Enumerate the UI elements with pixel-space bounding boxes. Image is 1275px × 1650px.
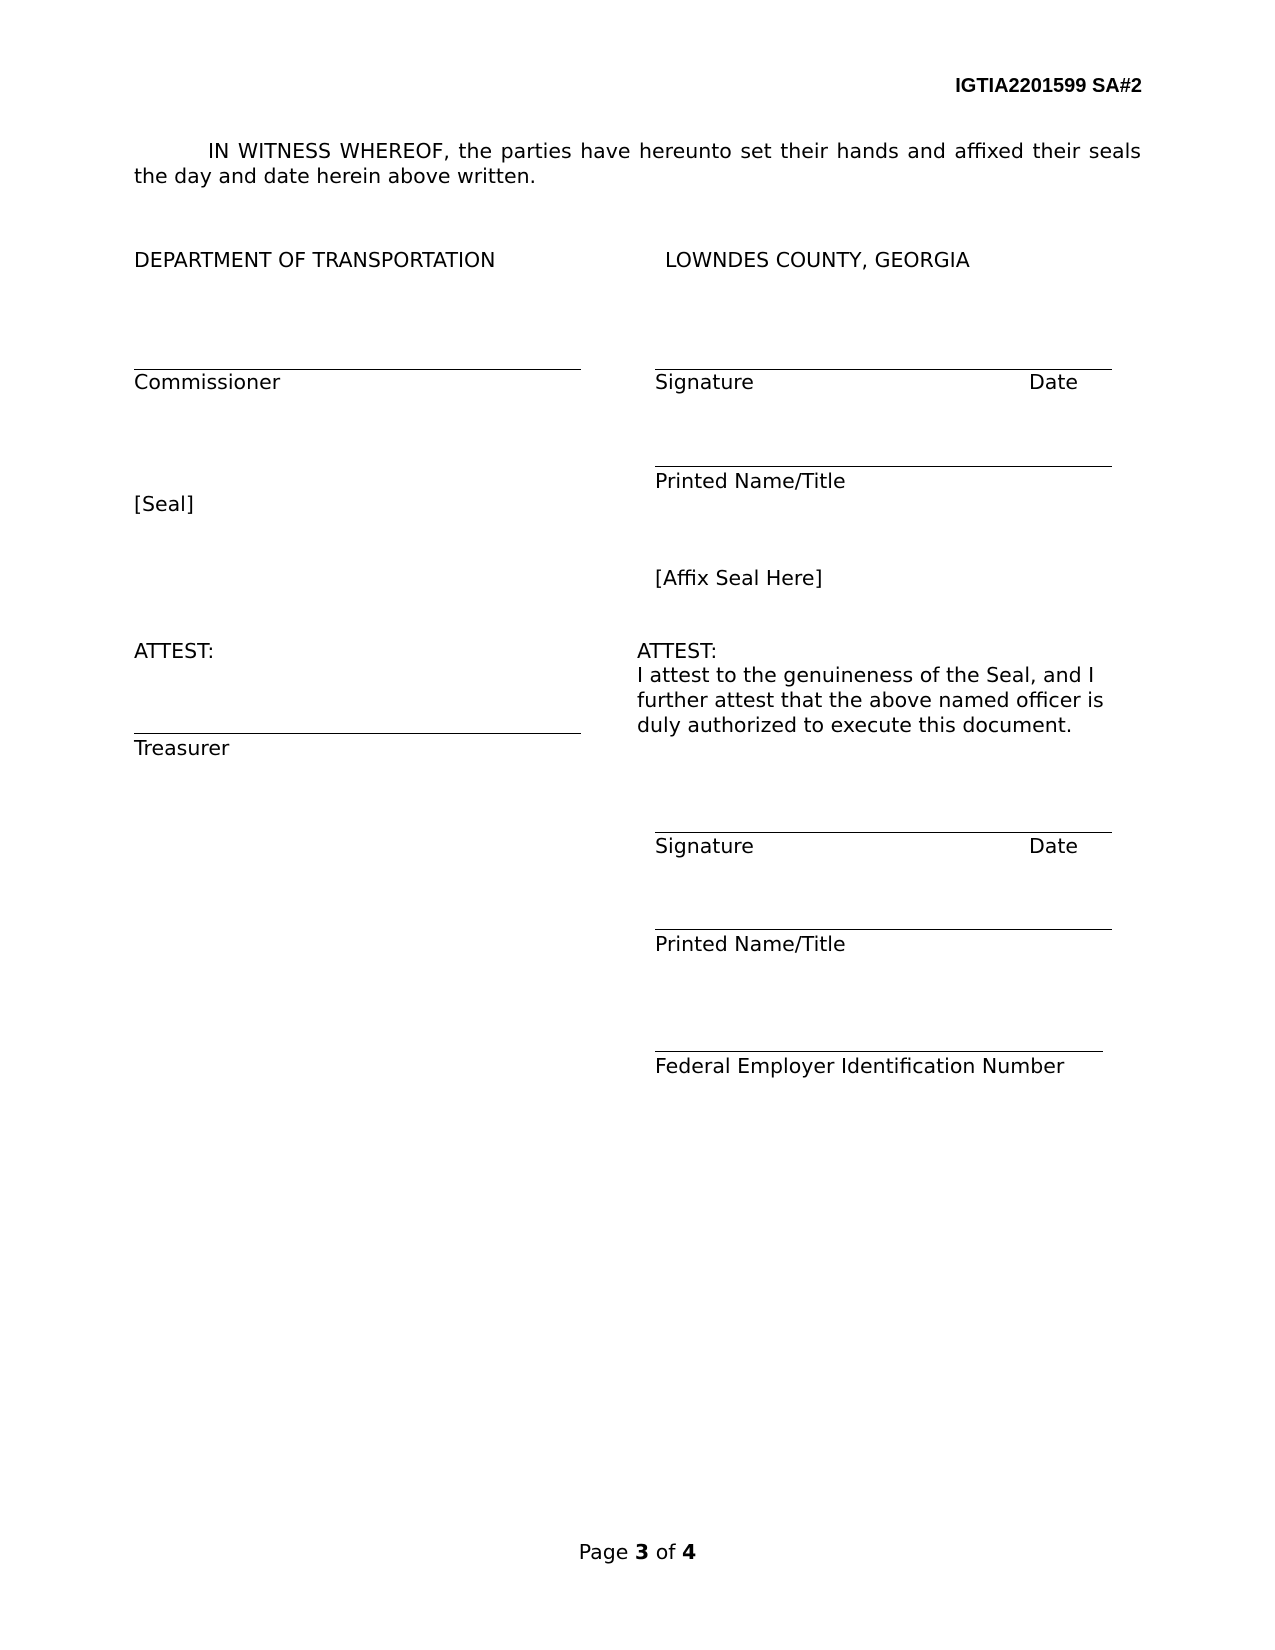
attest-signature-label: Signature	[655, 834, 754, 858]
left-party-name: DEPARTMENT OF TRANSPORTATION	[134, 248, 496, 272]
page-current: 3	[634, 1540, 650, 1564]
attest-printed-name-label: Printed Name/Title	[655, 932, 846, 956]
attest-signature-line[interactable]	[655, 832, 1112, 833]
treasurer-label: Treasurer	[134, 736, 230, 760]
fein-label: Federal Employer Identification Number	[655, 1054, 1065, 1078]
page-total: 4	[682, 1540, 697, 1564]
right-attest-label: ATTEST:	[637, 639, 718, 663]
witness-text: IN WITNESS WHEREOF, the parties have hereunto set their hands and affixed their seals the day and date herein above written.	[134, 139, 1141, 188]
page-footer	[0, 1540, 1275, 1564]
commissioner-label: Commissioner	[134, 370, 281, 394]
county-printed-name-label: Printed Name/Title	[655, 469, 846, 493]
right-party-name: LOWNDES COUNTY, GEORGIA	[665, 248, 970, 272]
left-attest-label: ATTEST:	[134, 639, 215, 663]
affix-seal-label: [Affix Seal Here]	[655, 566, 823, 590]
seal-label: [Seal]	[134, 492, 194, 516]
attest-printed-name-line[interactable]	[655, 929, 1112, 930]
page-word: Page	[578, 1540, 629, 1564]
of-word: of	[655, 1540, 676, 1564]
document-id: IGTIA2201599 SA#2	[955, 75, 1142, 97]
treasurer-signature-line[interactable]	[134, 733, 581, 734]
fein-line[interactable]	[655, 1051, 1103, 1052]
county-date-label: Date	[1029, 370, 1078, 394]
county-printed-name-line[interactable]	[655, 466, 1112, 467]
attest-statement: I attest to the genuineness of the Seal, and I further attest that the above named officer is duly authorized to execute this document.	[637, 663, 1104, 737]
witness-paragraph	[134, 139, 1141, 189]
county-signature-label: Signature	[655, 370, 754, 394]
attest-date-label: Date	[1029, 834, 1078, 858]
